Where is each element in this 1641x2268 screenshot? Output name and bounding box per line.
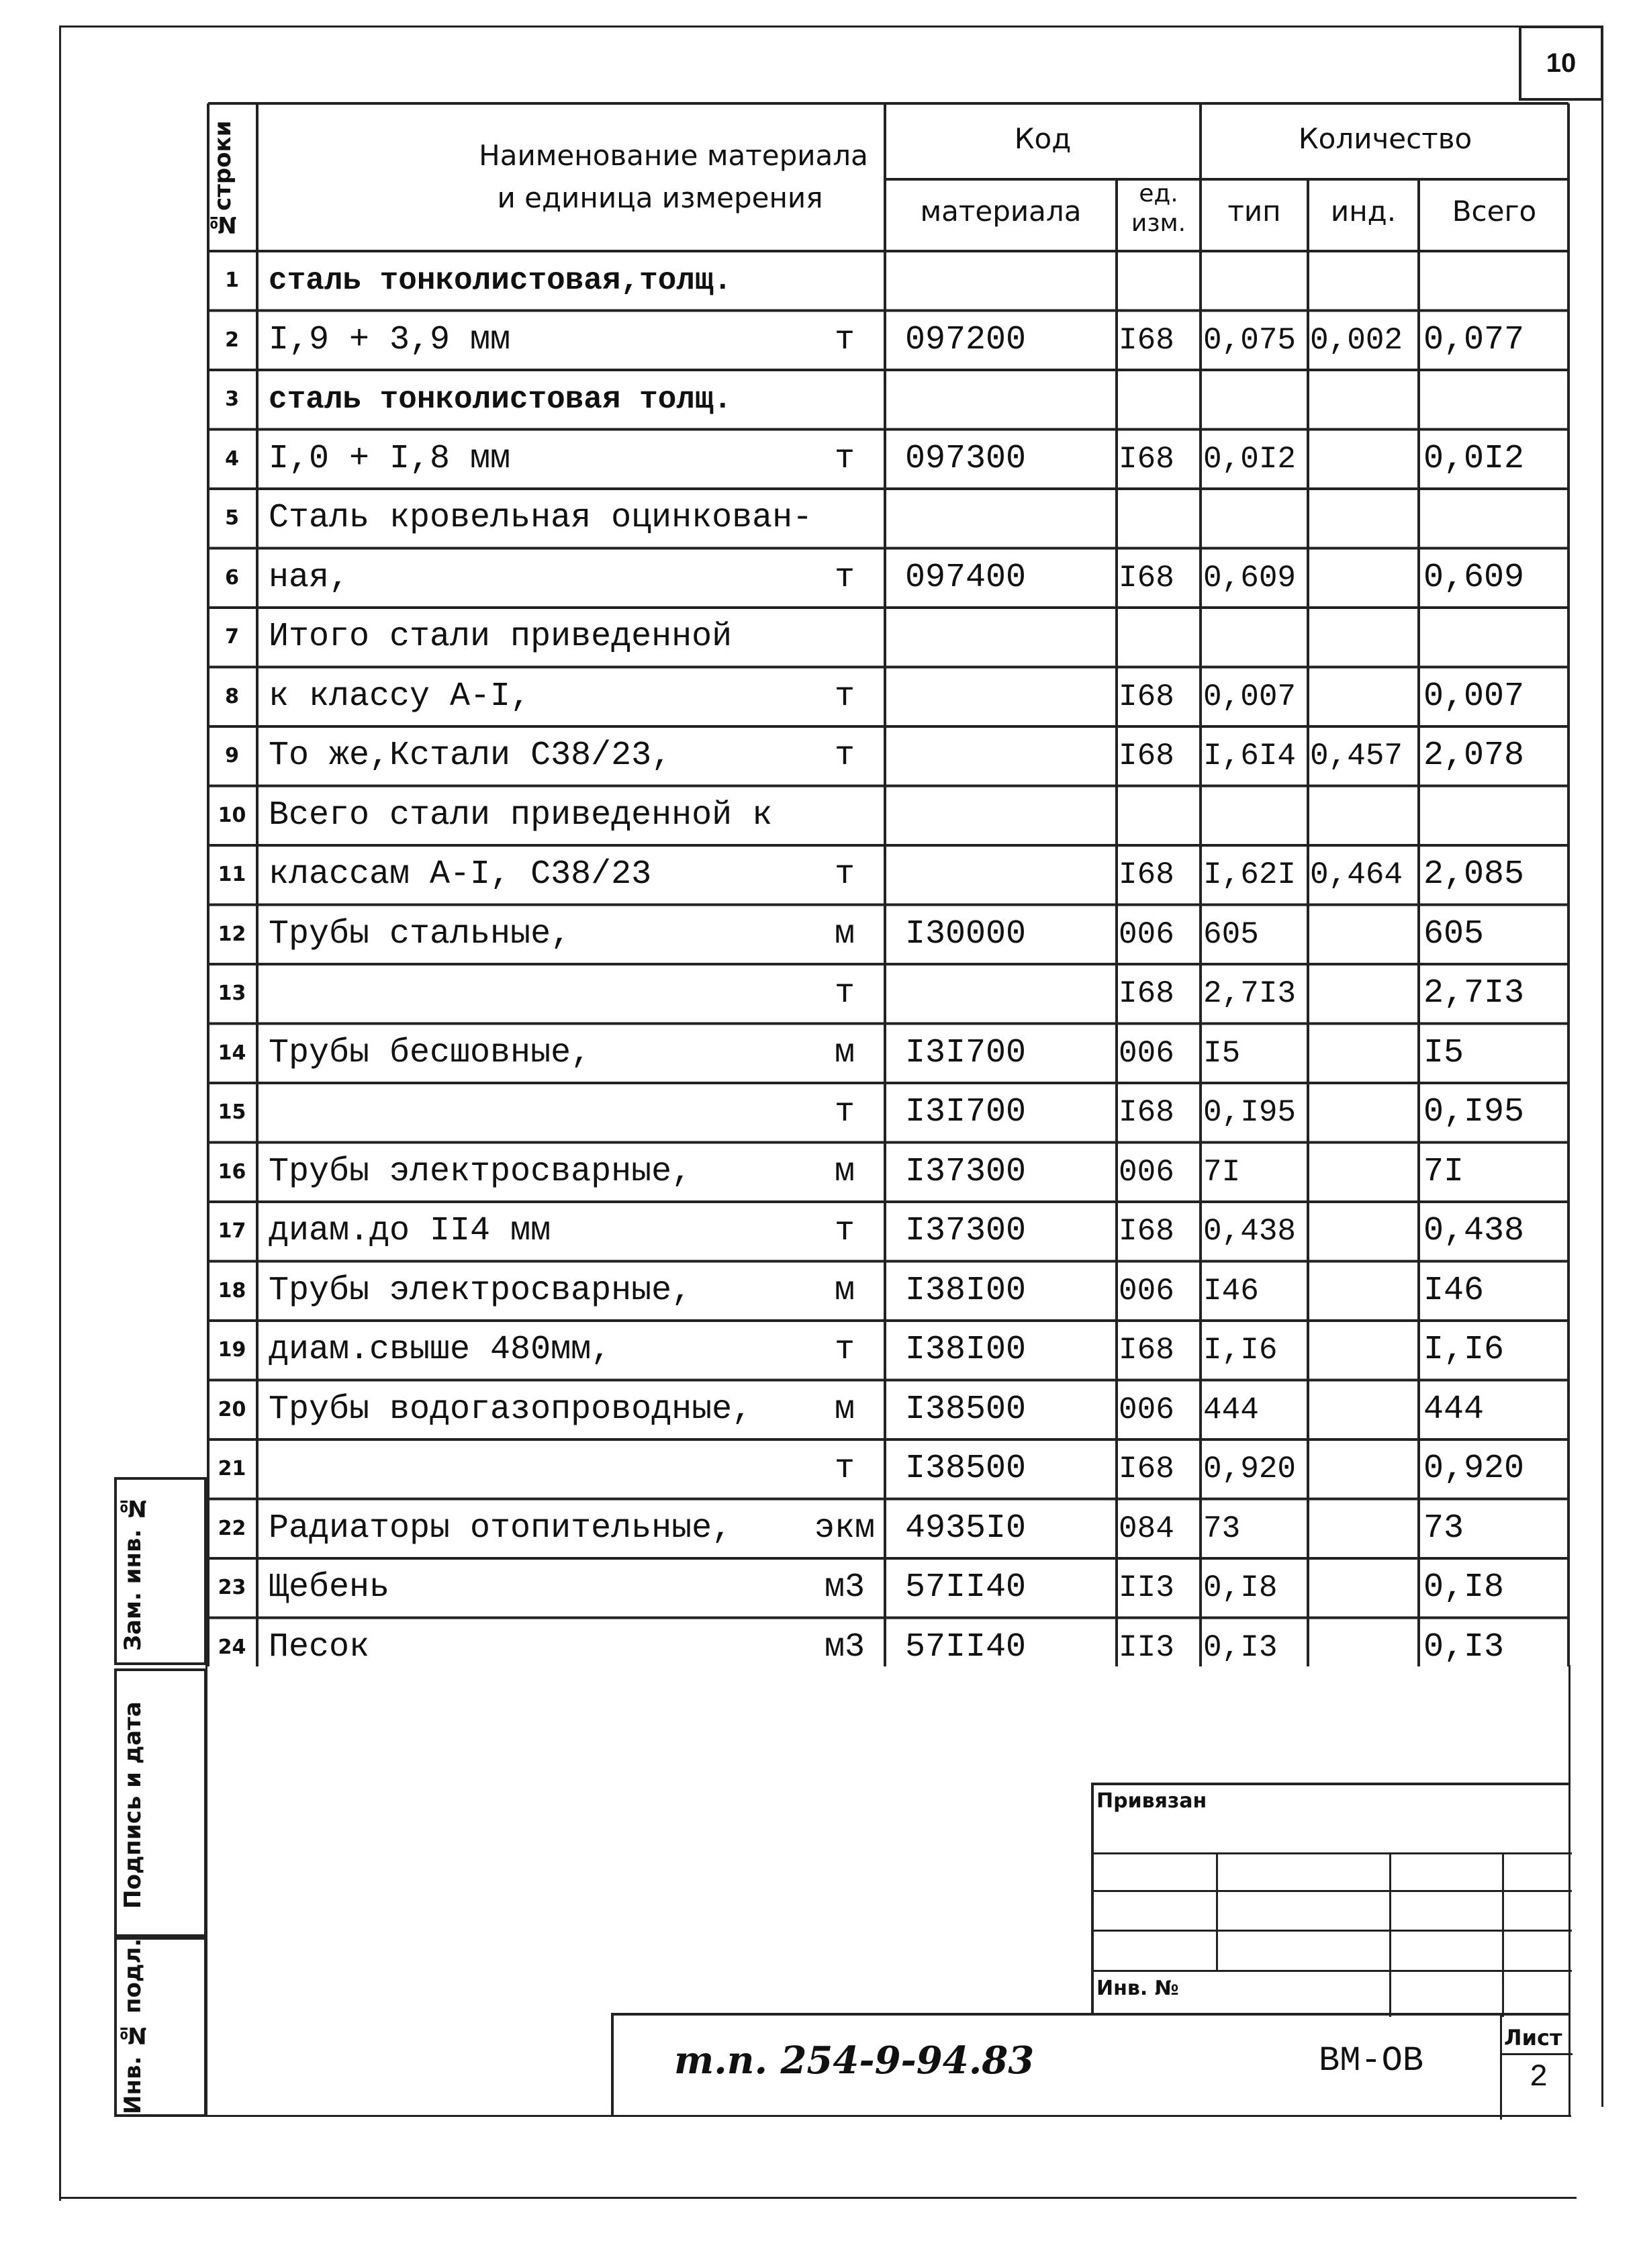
sheet-code: ВМ-ОВ [1319,2041,1424,2081]
unit-code: I68 [1119,1333,1174,1368]
table-row [207,430,1570,489]
inv-no-label: Инв. № [1096,1977,1179,2000]
frame-bottom [59,2197,1577,2199]
unit-code: I68 [1119,1095,1174,1130]
material-code: 57II40 [905,1627,1027,1666]
unit-code: I68 [1119,441,1174,477]
table-row [207,1558,1570,1618]
unit-label: т [834,974,855,1012]
inv-podl-label: Инв. № подл. [120,1938,146,2114]
page-number: 10 [1546,48,1577,78]
material-name: классам А-I, С38/23 [269,855,652,894]
unit-code: 006 [1119,1154,1174,1190]
material-name: Трубы водогазопроводные, [269,1390,753,1429]
qty-type: 0,I8 [1203,1570,1278,1605]
unit-label: т [834,677,855,716]
material-name: Щебень [269,1568,390,1607]
qty-total: 0,007 [1423,677,1525,716]
privyazan-line3 [1094,1930,1572,1932]
unit-code: I68 [1119,1452,1174,1486]
qty-total: 0,609 [1423,558,1525,597]
row-number: 4 [225,446,239,471]
row-number: 18 [218,1278,246,1303]
header-qty-type: тип [1227,195,1281,228]
qty-total: 444 [1423,1390,1485,1429]
row-number: 20 [218,1397,246,1421]
unit-code: 006 [1119,1273,1174,1309]
qty-total: 0,I95 [1423,1093,1525,1131]
unit-code: I68 [1119,1214,1174,1249]
row-number: 15 [218,1100,246,1124]
qty-type: I,6I4 [1203,739,1297,773]
material-code: I38500 [905,1450,1027,1488]
table-row [207,1499,1570,1559]
material-code: I3I700 [905,1033,1027,1072]
unit-label: м3 [824,1627,865,1666]
privyazan-vline1 [1216,1852,1218,1972]
title-vline [1500,2016,1502,2120]
material-name: Всего стали приведенной к [269,796,773,835]
row-number: 13 [218,982,246,1005]
qty-total: 7I [1423,1152,1464,1191]
material-name: I,9 + 3,9 мм [269,320,511,359]
material-name: Радиаторы отопительные, [269,1509,733,1548]
material-name: Трубы электросварные, [269,1271,692,1310]
table-row [207,1083,1570,1143]
qty-total: I,I6 [1423,1331,1505,1369]
table-row [207,1321,1570,1380]
unit-label: т [834,1093,855,1131]
row-number: 2 [225,328,239,352]
qty-total: I46 [1423,1271,1485,1310]
header-unit-line2: изм. [1131,209,1186,237]
unit-code: 006 [1119,1035,1174,1071]
unit-code: I68 [1119,560,1174,596]
unit-label: м [834,1390,855,1429]
table-row [207,1143,1570,1202]
material-code: I30000 [905,914,1027,953]
qty-ind: 0,464 [1310,857,1403,892]
qty-total: 0,I3 [1423,1627,1505,1666]
materials-table [207,102,1570,1666]
table-row [207,370,1570,430]
unit-label: т [834,439,855,478]
qty-ind: 0,457 [1310,739,1403,773]
material-code: I38I00 [905,1271,1027,1310]
qty-type: 2,7I3 [1203,976,1297,1011]
row-number: 5 [225,506,239,530]
table-row [207,311,1570,371]
unit-label: м [834,914,855,953]
row-number: 9 [225,744,239,767]
qty-total: 0,I8 [1423,1568,1505,1607]
header-code-group: Код [1014,122,1072,155]
side-stamp-zam [114,1477,207,1665]
qty-total: 0,0I2 [1423,439,1525,478]
qty-total: I5 [1423,1033,1464,1072]
unit-code: I68 [1119,857,1174,892]
row-number: 6 [225,565,239,589]
material-name: сталь тонколистовая,толщ. [269,263,733,298]
header-unit-line1: ед. [1139,180,1178,207]
qty-type: I5 [1203,1035,1241,1071]
qty-ind: 0,002 [1310,322,1403,358]
qty-type: 73 [1203,1511,1241,1546]
header-qty-group: Количество [1298,122,1472,155]
row-number: 11 [218,863,246,886]
header-code-material: материала [920,195,1082,228]
qty-type: 0,609 [1203,560,1297,596]
row-number: 14 [218,1041,246,1065]
table-row [207,1439,1570,1499]
qty-type: 0,920 [1203,1452,1297,1486]
doc-code: т.п. 254-9-94.83 [674,2038,1035,2083]
unit-label: м3 [824,1568,865,1607]
material-code: I38500 [905,1390,1027,1429]
qty-total: 2,7I3 [1423,974,1525,1012]
material-name: диам.до II4 мм [269,1212,551,1250]
qty-type: I46 [1203,1273,1259,1309]
row-number: 3 [225,387,239,411]
unit-code: II3 [1119,1629,1174,1665]
unit-label: экм [814,1509,875,1548]
unit-label: т [834,737,855,775]
qty-type: 7I [1203,1154,1241,1190]
material-code: I3I700 [905,1093,1027,1131]
material-name: к классу А-I, [269,677,531,716]
qty-total: 0,438 [1423,1212,1525,1250]
table-row [207,964,1570,1024]
row-number: 8 [225,684,239,708]
table-row [207,1202,1570,1262]
privyazan-line4 [1094,1970,1572,1972]
table-row [207,549,1570,608]
header-qty-total: Всего [1452,195,1537,228]
frame-left [59,26,61,2201]
table-row [207,1262,1570,1321]
row-number: 24 [218,1635,246,1659]
row-number: 1 [225,269,239,292]
unit-code: I68 [1119,322,1174,358]
header-name-line2: и единица измерения [497,181,823,214]
material-name: Трубы стальные, [269,914,571,953]
unit-label: т [834,1331,855,1369]
material-name: I,0 + I,8 мм [269,439,511,478]
side-stamp-inv-podl [114,1937,207,2117]
unit-label: т [834,1450,855,1488]
unit-code: 006 [1119,1392,1174,1427]
row-number: 12 [218,922,246,946]
material-code: I38I00 [905,1331,1027,1369]
unit-code: I68 [1119,976,1174,1011]
unit-label: м [834,1271,855,1310]
header-name-line1: Наименование материала [479,139,868,172]
row-number: 23 [218,1576,246,1599]
material-name: диам.свыше 480мм, [269,1331,612,1369]
qty-total: 73 [1423,1509,1464,1548]
table-row [207,1024,1570,1084]
privyazan-line2 [1094,1890,1572,1892]
row-number: 17 [218,1219,246,1243]
qty-total: 2,078 [1423,737,1525,775]
unit-label: т [834,1212,855,1250]
material-code: 57II40 [905,1568,1027,1607]
privyazan-stamp [1091,1783,1569,2014]
unit-code: 084 [1119,1511,1174,1546]
qty-type: 605 [1203,916,1259,952]
side-stamp-podpis [114,1668,207,1937]
qty-total: 605 [1423,914,1485,953]
material-code: 097300 [905,439,1027,478]
material-name: То же,Кстали С38/23, [269,737,672,775]
privyazan-label: Привязан [1096,1789,1207,1813]
list-label: Лист [1504,2025,1562,2050]
material-name: Итого стали приведенной [269,618,733,656]
privyazan-line1 [1094,1852,1572,1854]
sheet-left-border [205,1665,207,2116]
table-row [207,905,1570,965]
material-code: I37300 [905,1212,1027,1250]
table-row [207,786,1570,846]
unit-label: т [834,320,855,359]
material-code: I37300 [905,1152,1027,1191]
qty-type: I,62I [1203,857,1297,892]
table-row [207,667,1570,727]
table-row [207,608,1570,667]
header-row-number: №строки [209,120,236,238]
material-name: Трубы электросварные, [269,1152,692,1191]
qty-total: 0,077 [1423,320,1525,359]
list-number: 2 [1529,2060,1548,2095]
qty-type: 0,I3 [1203,1629,1278,1665]
podpis-label: Подпись и дата [120,1701,146,1909]
header-qty-ind: инд. [1330,195,1397,228]
row-number: 7 [225,625,239,649]
table-row [207,251,1570,311]
unit-label: м [834,1033,855,1072]
qty-total: 0,920 [1423,1450,1525,1488]
unit-code: I68 [1119,679,1174,714]
row-number: 10 [218,803,246,827]
unit-code: I68 [1119,739,1174,773]
page-number-box [1519,26,1603,101]
qty-type: 0,007 [1203,679,1297,714]
row-number: 22 [218,1516,246,1540]
table-row [207,489,1570,549]
frame-right [1601,26,1603,2107]
table-row [207,1618,1570,1678]
row-number: 16 [218,1160,246,1184]
privyazan-vline3 [1502,1852,1504,2017]
unit-label: м [834,1152,855,1191]
material-name: Трубы бесшовные, [269,1033,592,1072]
unit-label: т [834,855,855,894]
qty-type: 0,I95 [1203,1095,1297,1130]
row-number: 19 [218,1338,246,1362]
qty-type: 444 [1203,1392,1259,1427]
qty-type: 0,0I2 [1203,441,1297,477]
material-name: ная, [269,558,350,597]
table-row [207,845,1570,905]
qty-type: 0,438 [1203,1214,1297,1249]
zam-inv-label: Зам. инв. № [120,1494,146,1651]
qty-type: I,I6 [1203,1333,1278,1368]
material-name: сталь тонколистовая толщ. [269,382,733,417]
material-code: 097400 [905,558,1027,597]
frame-top [59,26,1603,28]
unit-code: 006 [1119,916,1174,952]
table-row [207,1380,1570,1440]
material-name: Песок [269,1627,370,1666]
title-block [611,2013,1570,2117]
unit-label: т [834,558,855,597]
qty-total: 2,085 [1423,855,1525,894]
table-row [207,726,1570,786]
material-name: Сталь кровельная оцинкован- [269,499,813,537]
row-number: 21 [218,1457,246,1480]
title-hline [1500,2053,1573,2055]
material-code: 4935I0 [905,1509,1027,1548]
material-code: 097200 [905,320,1027,359]
qty-type: 0,075 [1203,322,1297,358]
privyazan-vline2 [1389,1852,1391,2017]
unit-code: II3 [1119,1570,1174,1605]
